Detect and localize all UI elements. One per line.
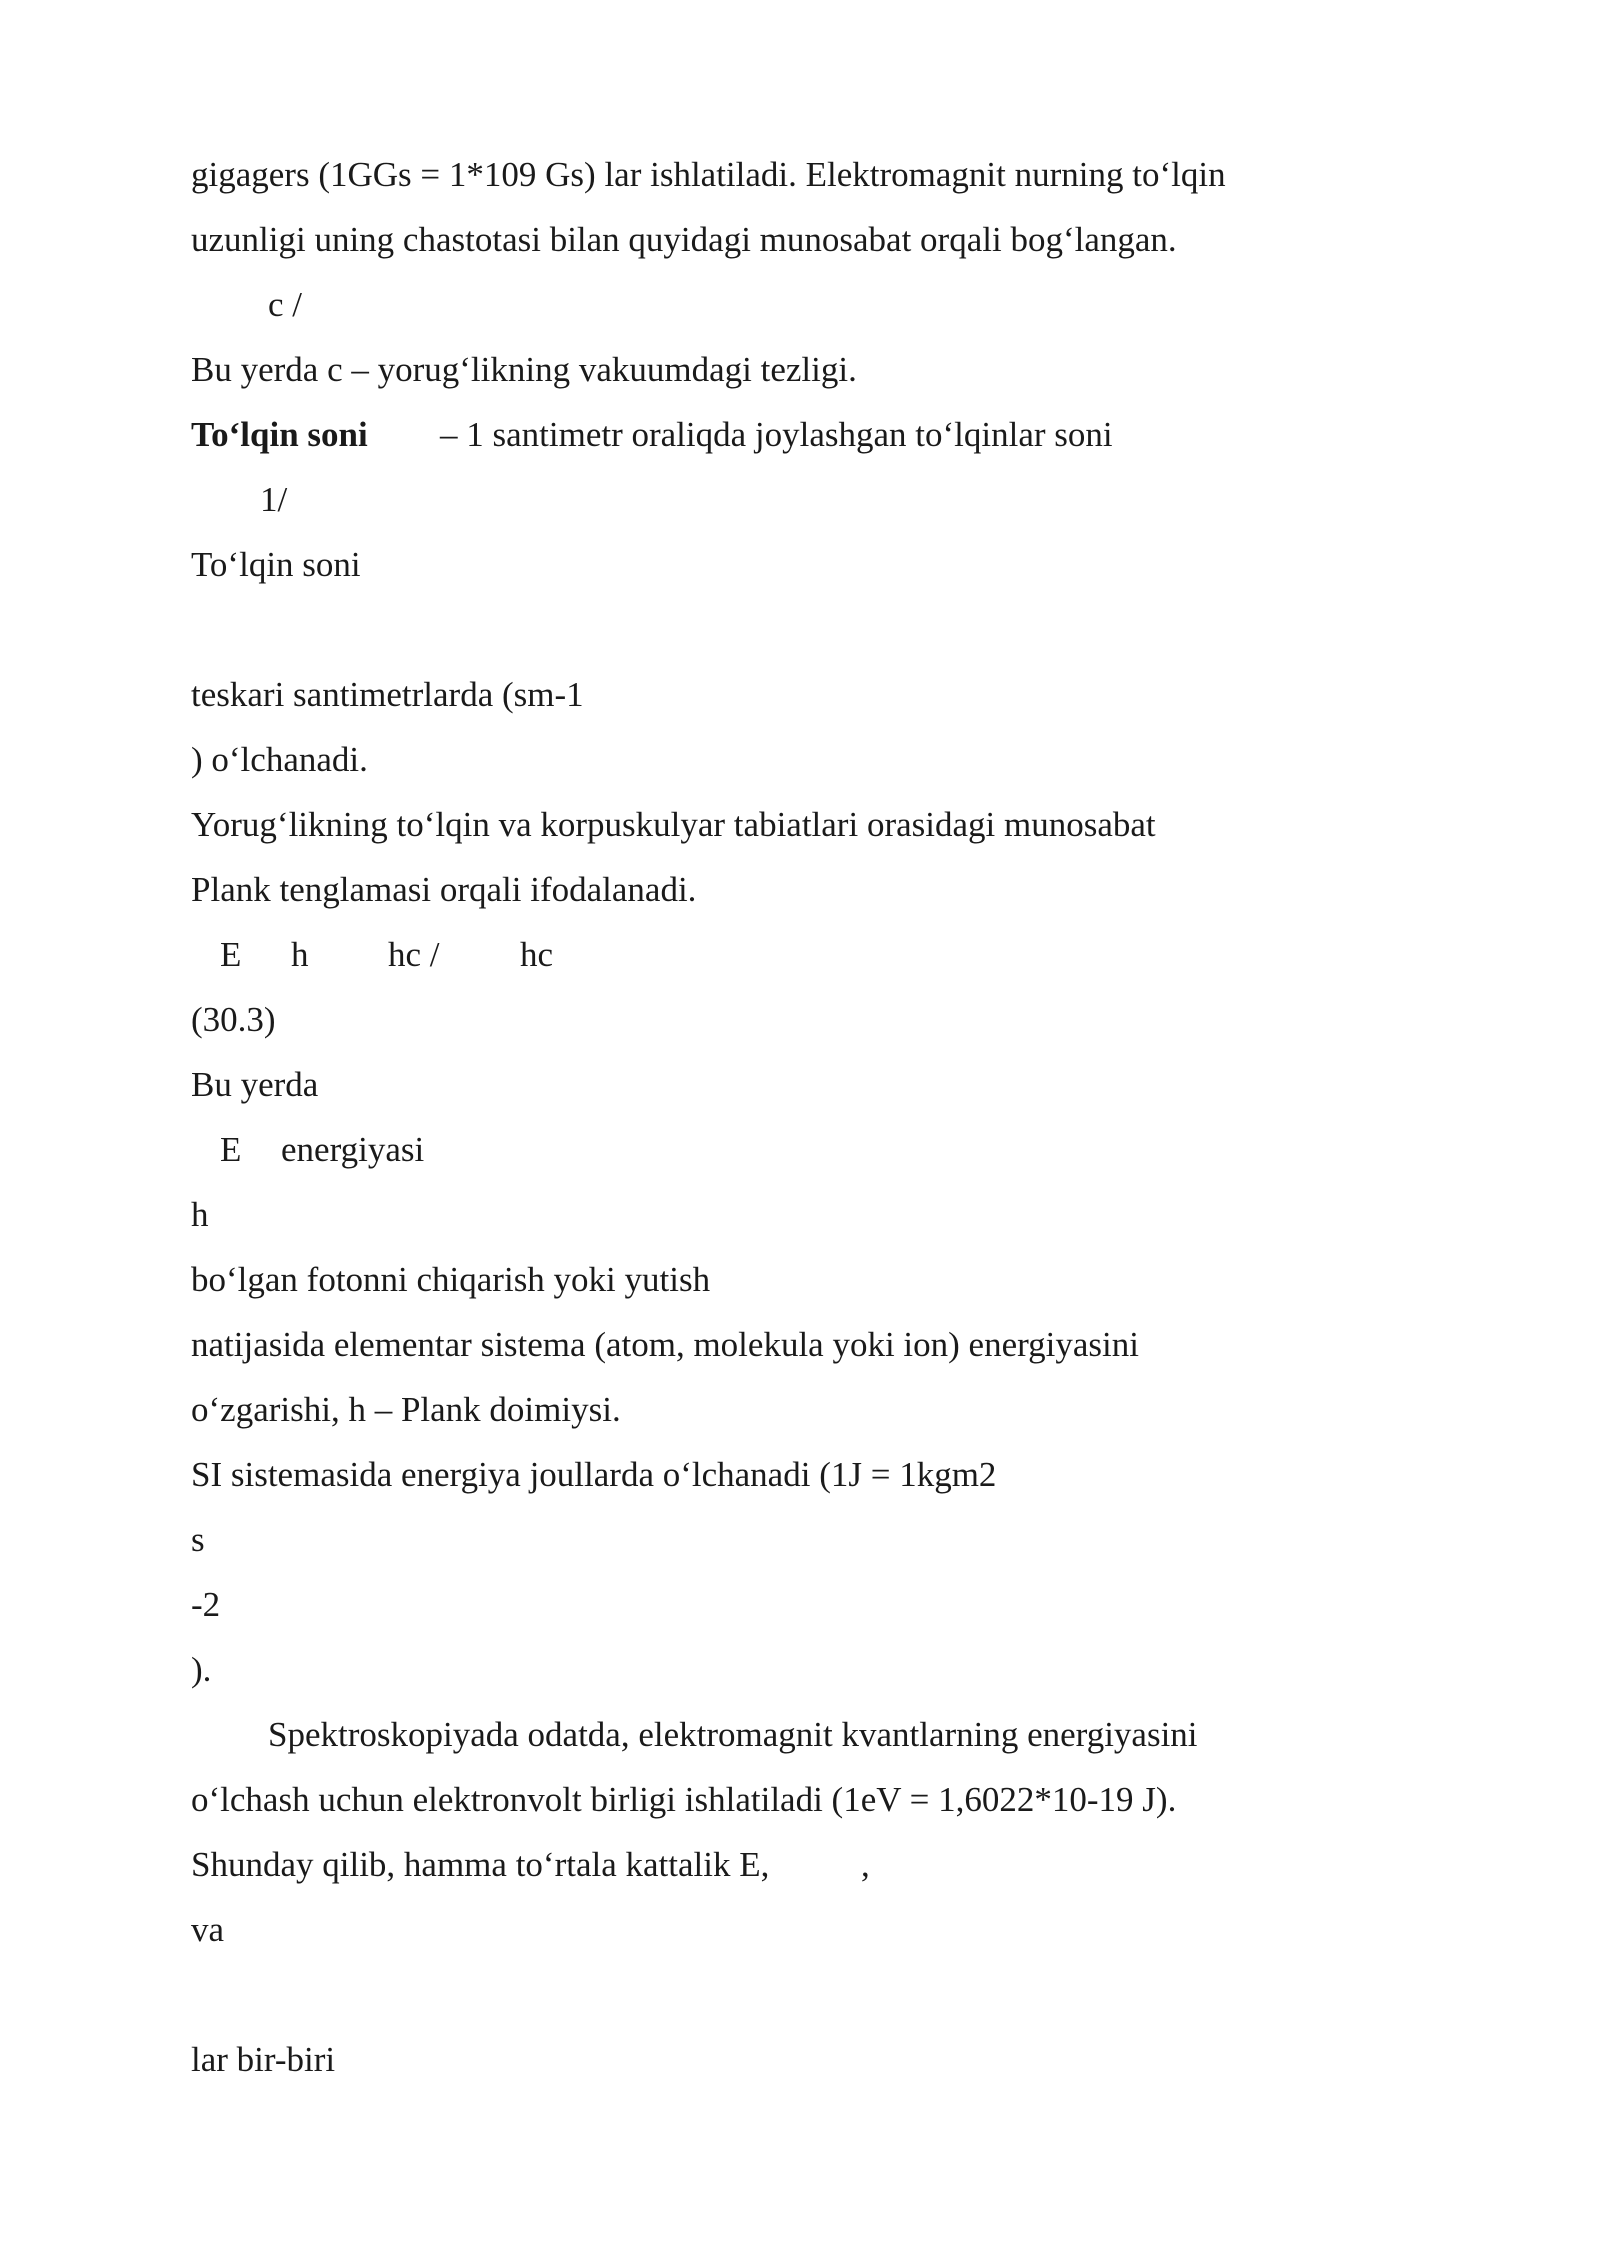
text-line: Bu yerda c – yorug‘likning vakuumdagi tezligi.	[191, 350, 857, 389]
text-line: gigagers (1GGs = 1*109 Gs) lar ishlatiladi. Elektromagnit nurning to‘lqin	[191, 155, 1226, 194]
text-line: lar bir-biri	[191, 2040, 336, 2079]
equation-number: (30.3)	[191, 1000, 276, 1039]
text-line: Bu yerda	[191, 1065, 319, 1104]
text-line: ) o‘lchanadi.	[191, 740, 368, 779]
text-line: ,	[861, 1845, 870, 1884]
text-line: natijasida elementar sistema (atom, molekula yoki ion) energiyasini	[191, 1325, 1139, 1364]
text-line: ).	[191, 1650, 212, 1689]
formula-wavenumber: 1/	[260, 480, 288, 519]
text-line: o‘lchash uchun elektronvolt birligi ishlatiladi (1eV = 1,6022*10-19 J).	[191, 1780, 1177, 1819]
text-line: energiyasi	[281, 1130, 425, 1169]
text-line: bo‘lgan fotonni chiqarish yoki yutish	[191, 1260, 711, 1299]
formula-hc: hc	[520, 935, 554, 974]
text-line: To‘lqin soni	[191, 545, 361, 584]
text-line: Shunday qilib, hamma to‘rtala kattalik E,	[191, 1845, 770, 1884]
text-line: o‘zgarishi, h – Plank doimiysi.	[191, 1390, 621, 1429]
text-line: SI sistemasida energiya joullarda o‘lchanadi (1J = 1kgm2	[191, 1455, 997, 1494]
formula-hc-over: hc /	[388, 935, 440, 974]
text-line: uzunligi uning chastotasi bilan quyidagi munosabat orqali bog‘langan.	[191, 220, 1177, 259]
text-line: teskari santimetrlarda (sm-1	[191, 675, 584, 714]
text-line: Yorug‘likning to‘lqin va korpuskulyar tabiatlari orasidagi munosabat	[191, 805, 1156, 844]
formula-symbol-h: h	[291, 935, 309, 974]
text-line: h	[191, 1195, 209, 1234]
text-line: – 1 santimetr oraliqda joylashgan to‘lqinlar soni	[440, 415, 1113, 454]
text-line: -2	[191, 1585, 221, 1624]
text-line: Plank tenglamasi orqali ifodalanadi.	[191, 870, 697, 909]
text-line: va	[191, 1910, 225, 1949]
text-line: s	[191, 1520, 205, 1559]
formula-symbol-e: E	[220, 1130, 242, 1169]
formula-wavelength: c /	[268, 285, 303, 324]
term-wavenumber: To‘lqin soni	[191, 415, 368, 454]
paragraph-start: Spektroskopiyada odatda, elektromagnit kvantlarning energiyasini	[268, 1715, 1198, 1754]
formula-symbol-e: E	[220, 935, 242, 974]
